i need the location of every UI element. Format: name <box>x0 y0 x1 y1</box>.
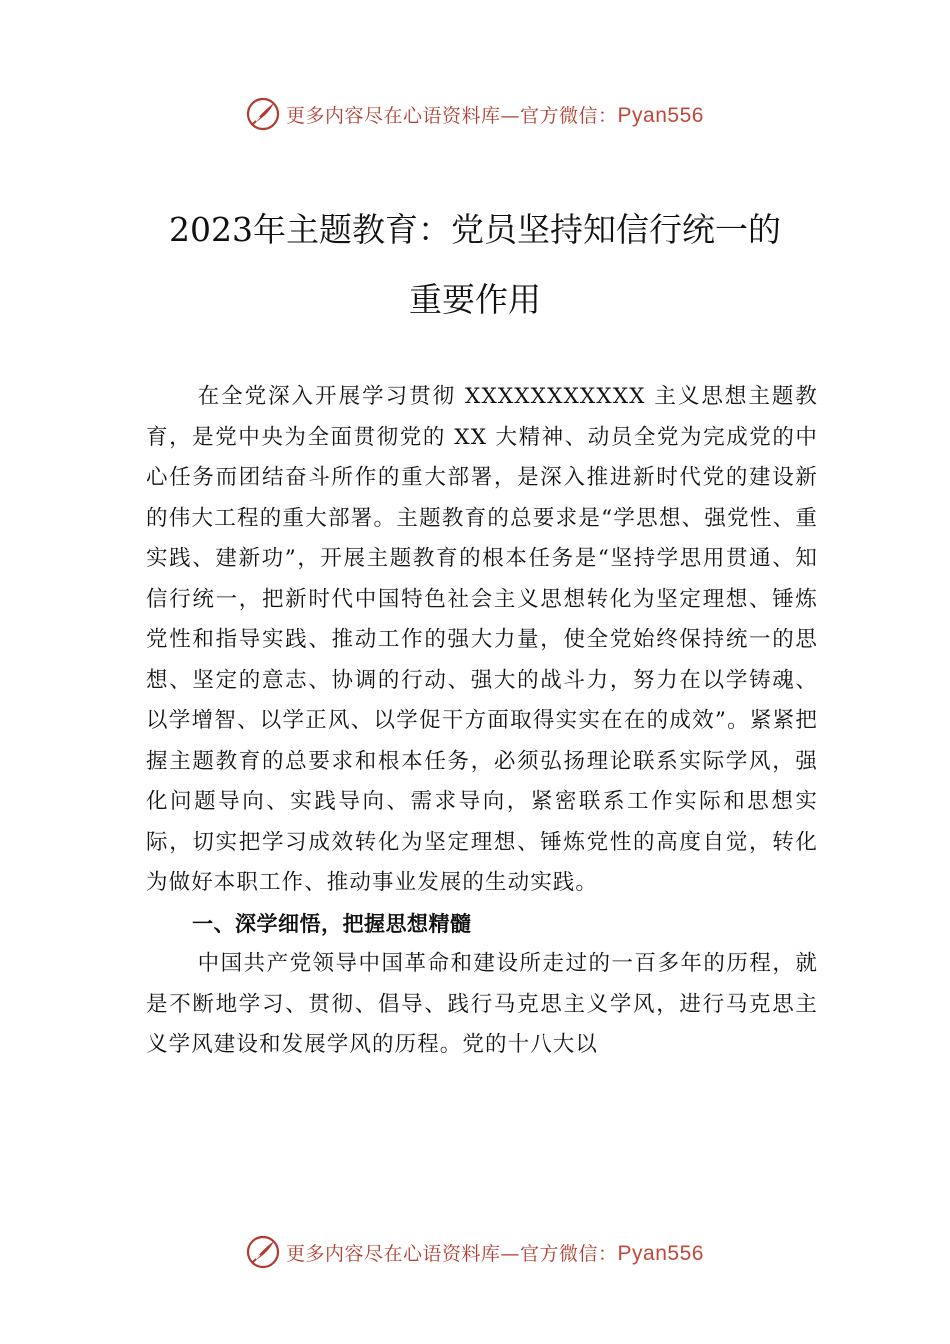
watermark-banner-bottom <box>0 1232 950 1272</box>
document-body <box>146 377 818 1066</box>
feather-pen-logo-icon <box>246 97 280 131</box>
watermark-text: 更多内容尽在心语资料库—官方微信：Pyan556 <box>286 1241 704 1265</box>
watermark-text: 更多内容尽在心语资料库—官方微信：Pyan556 <box>286 103 704 127</box>
body-paragraph-2: 中国共产党领导中国革命和建设所走过的一百多年的历程，就是不断地学习、贯彻、倡导、践行马克思主义学风，进行马克思主义学风建设和发展学风的历程。党的十八大以 <box>146 951 818 1057</box>
watermark-banner-top <box>0 94 950 134</box>
body-paragraph-1: 在全党深入开展学习贯彻 XXXXXXXXXXX 主义思想主题教育，是党中央为全面贯彻党的 XX 大精神、动员全党为完成党的中心任务而团结奋斗所作的重大部署，是深入推进新时代党的建设新的伟大工程的重大部署。主题教育的总要求是“学思想、强党性、重实践、建新功”，开展主题教育的根本任务是“坚持学思用贯通、知信行统一，把新时代中国特色社会主义思想转化为坚定理想、锤炼党性和指导实践、推动工作的强大力量，使全党始终保持统一的思想、坚定的意志、协调的行动、强大的战斗力，努力在以学铸魂、以学增智、以学正风、以学促干方面取得实实在在的成效”。紧紧把握主题教育的总要求和根本任务，必须弘扬理论联系实际学风，强化问题导向、实践导向、需求导向，紧密联系工作实际和思想实际，切实把学习成效转化为坚定理想、锤炼党性的高度自觉，转化为做好本职工作、推动事业发展的生动实践。 <box>146 384 818 895</box>
document-title-line-1: 2023年主题教育：党员坚持知信行统一的 <box>169 210 781 249</box>
section-heading-1: 一、深学细悟，把握思想精髓 <box>192 911 472 936</box>
feather-pen-logo-icon <box>246 1235 280 1269</box>
document-title-line-2: 重要作用 <box>409 280 541 319</box>
